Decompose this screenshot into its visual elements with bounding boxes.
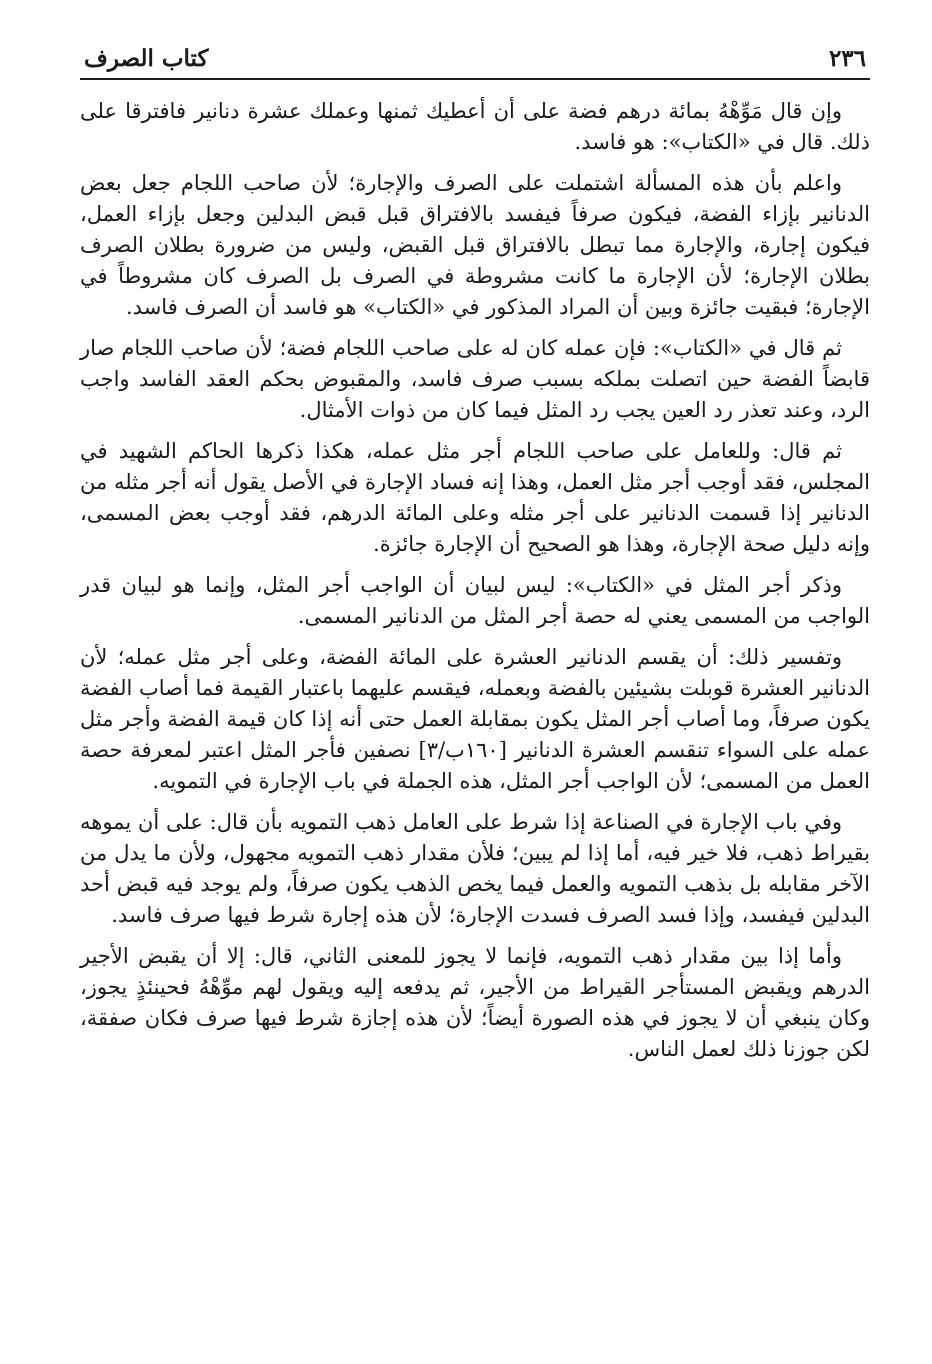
page-number: ٢٣٦: [828, 45, 866, 72]
page-header: [80, 32, 870, 80]
paragraph: وأما إذا بين مقدار ذهب التمويه، فإنما لا يجوز للمعنى الثاني، قال: إلا أن يقبض الأجير الدرهم ويقبض المستأجر القيراط من الأجير، ثم يدفعه إليه ويقول لهم موِّهْهُ فحينئذٍ يجوز، وكان ينبغي أن لا يجوز في هذه الصورة أيضاً؛ لأن هذه إجازة شرط فيها صرف فكان صفقة، لكن جوزنا ذلك لعمل الناس.: [80, 944, 870, 1061]
paragraph: وفي باب الإجارة في الصناعة إذا شرط على العامل ذهب التمويه بأن قال: على أن يموهه بقيراط ذهب، فلا خير فيه، أما إذا لم يبين؛ فلأن مقدار ذهب التمويه مجهول، ولأن ما يدل من الآخر مقابله بل بذهب التمويه والعمل فيما يخص الذهب يكون صرفاً، ولم يوجد فيه قبض أحد البدلين فيفسد، وإذا فسد الصرف فسدت الإجارة؛ لأن هذه إجارة شرط فيها صرف فاسد.: [80, 810, 870, 927]
paragraph: وتفسير ذلك: أن يقسم الدنانير العشرة على المائة الفضة، وعلى أجر مثل عمله؛ لأن الدنانير العشرة قوبلت بشيئين بالفضة وبعمله، فيقسم عليهما باعتبار القيمة فما أصاب الفضة يكون صرفاً، وما أصاب أجر المثل يكون بمقابلة العمل حتى أنه إذا كان قيمة الفضة وأجر مثل عمله على السواء تنقسم العشرة الدنانير [١٦٠ب/٣] نصفين فأجر المثل اعتبر لمعرفة حصة العمل من المسمى؛ لأن الواجب أجر المثل، هذه الجملة في باب الإجارة في التمويه.: [80, 645, 870, 793]
paragraph: ثم قال: وللعامل على صاحب اللجام أجر مثل عمله، هكذا ذكرها الحاكم الشهيد في المجلس، فقد أوجب أجر مثل العمل، وهذا إنه فساد الإجارة في الأصل يقول أنه أجر مثله من الدنانير إذا قسمت الدنانير على أجر مثله وعلى المائة الدرهم، فقد أوجب بعض المسمى، وإنه دليل صحة الإجارة، وهذا هو الصحيح أن الإجارة جائزة.: [80, 439, 870, 556]
running-title: كتاب الصرف: [84, 45, 209, 72]
paragraph: واعلم بأن هذه المسألة اشتملت على الصرف والإجارة؛ لأن صاحب اللجام جعل بعض الدنانير بإزاء الفضة، فيكون صرفاً فيفسد بالافتراق قبل قبض البدلين وجعل بإزاء العمل، فيكون إجارة، والإجارة مما تبطل بالافتراق قبل القبض، وليس من ضرورة بطلان الصرف بطلان الإجارة؛ لأن الإجارة ما كانت مشروطة في الصرف بل الصرف كان مشروطاً في الإجارة؛ فبقيت جائزة وبين أن المراد المذكور في «الكتاب» هو فاسد أن الصرف فاسد.: [80, 171, 870, 319]
paragraph: وذكر أجر المثل في «الكتاب»: ليس لبيان أن الواجب أجر المثل، وإنما هو لبيان قدر الواجب من المسمى يعني له حصة أجر المثل من الدنانير المسمى.: [80, 573, 870, 628]
page-body: [80, 96, 870, 1065]
paragraph: ثم قال في «الكتاب»: فإن عمله كان له على صاحب اللجام فضة؛ لأن صاحب اللجام صار قابضاً الفضة حين اتصلت بملكه بسبب صرف فاسد، والمقبوض بحكم العقد الفاسد واجب الرد، وعند تعذر رد العين يجب رد المثل فيما كان من ذوات الأمثال.: [80, 336, 870, 422]
paragraph: وإن قال مَوِّهْهُ بمائة درهم فضة على أن أعطيك ثمنها وعملك عشرة دنانير فافترقا على ذلك. قال في «الكتاب»: هو فاسد.: [80, 99, 870, 154]
document-page: [80, 32, 870, 1075]
